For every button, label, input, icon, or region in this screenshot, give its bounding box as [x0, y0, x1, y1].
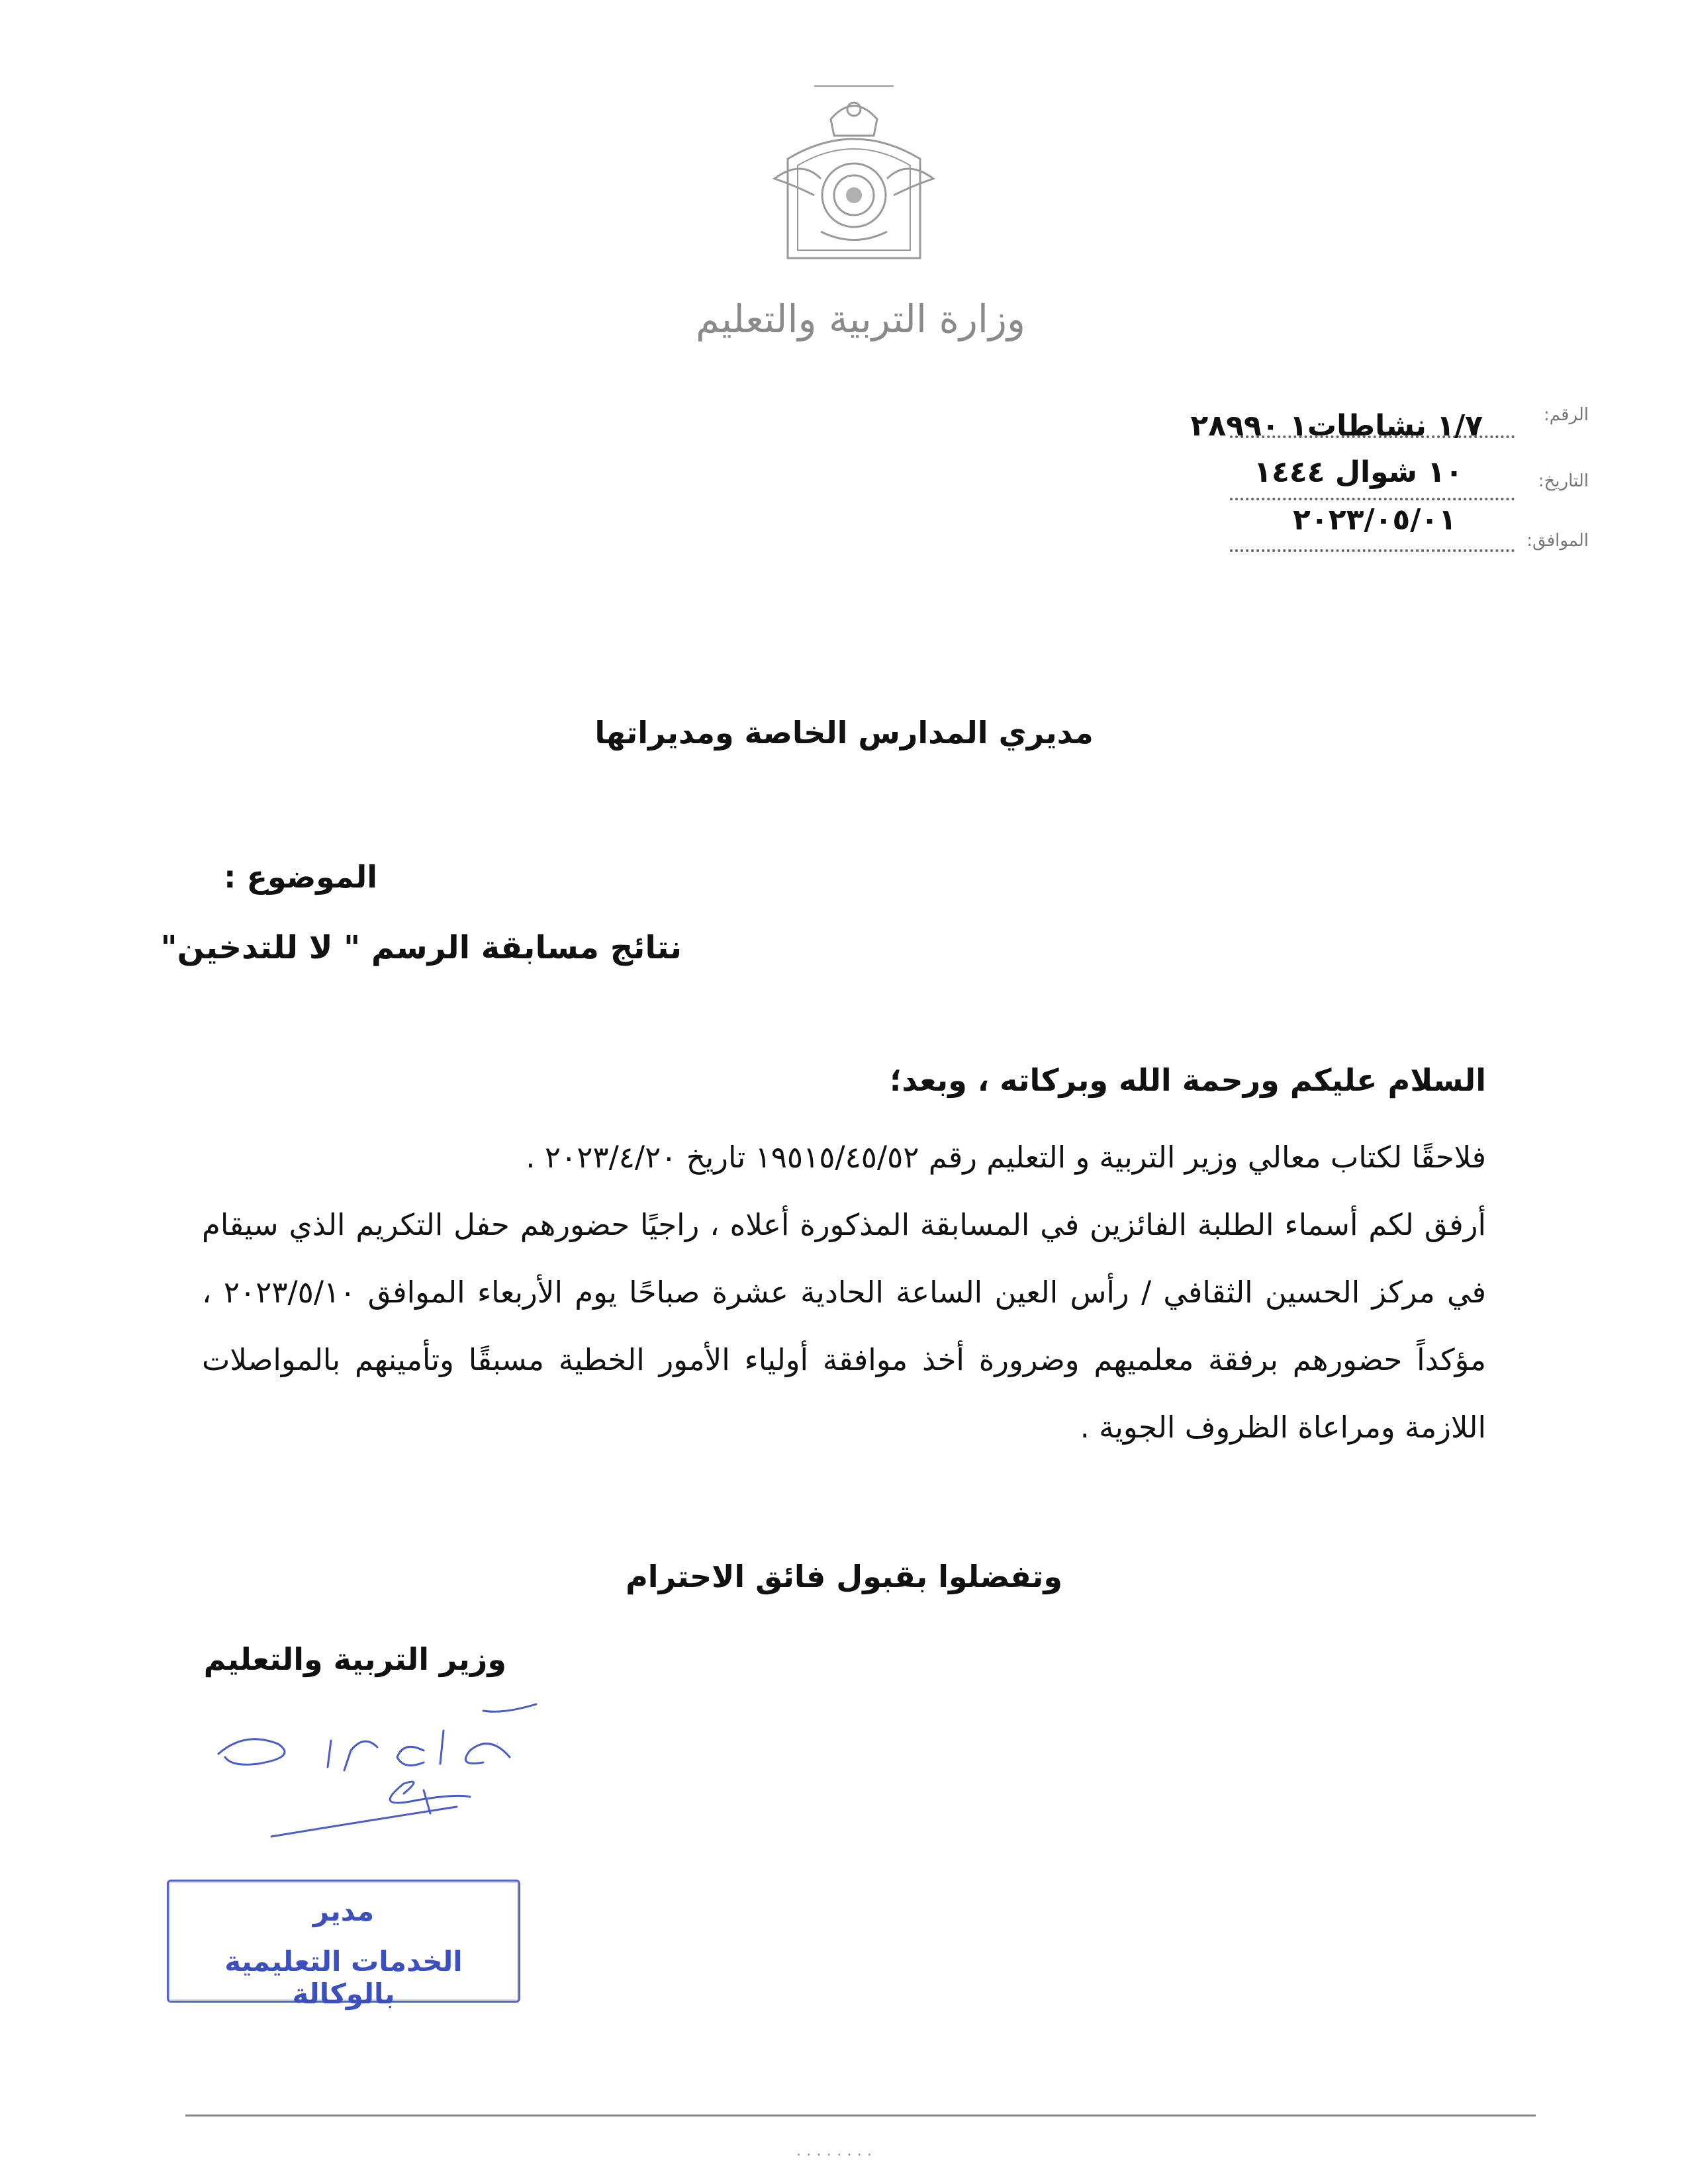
jordan-coat-of-arms-icon	[748, 79, 960, 291]
signature-title: وزير التربية والتعليم	[203, 1641, 506, 1677]
reference-date-label: التاريخ:	[1538, 471, 1589, 491]
reference-number-label: الرقم:	[1544, 405, 1589, 425]
subject-label: الموضوع :	[224, 859, 377, 895]
reference-date-value: ١٠ شوال ١٤٤٤	[1254, 455, 1463, 489]
body-paragraph-1: فلاحقًا لكتاب معالي وزير التربية و التعليم رقم ١٩٥١٥/٤٥/٥٢ تاريخ ٢٠٢٣/٤/٢٠ .	[526, 1140, 1486, 1175]
recipient: مديري المدارس الخاصة ومديراتها	[594, 715, 1094, 751]
reference-number-value: ١/٧ نشاطات١ ٢٨٩٩٠	[1190, 409, 1483, 443]
reference-corresponding-label: الموافق:	[1526, 531, 1589, 551]
handwritten-signature	[205, 1684, 549, 1843]
closing: وتفضلوا بقبول فائق الاحترام	[626, 1559, 1062, 1594]
body-paragraph-2: أرفق لكم أسماء الطلبة الفائزين في المسابقة المذكورة أعلاه ، راجيًا حضورهم حفل التكريم الذي سيقام في مركز الحسين الثقافي / رأس العين الساعة الحادية عشرة صباحًا يوم الأربعاء الموافق ٢٠٢٣/٥/١٠ ، مؤكداً حضورهم برفقة معلميهم وضرورة أخذ موافقة أولياء الأمور الخطية مسبقًا وتأمينهم بالمواصلات اللازمة ومراعاة الظروف الجوية .	[202, 1207, 1486, 1445]
stamp-line-2: الخدمات التعليمية بالوكالة	[224, 1945, 463, 2010]
stamp-line-1: مدير	[312, 1895, 375, 1927]
reference-corresponding-dots	[1230, 549, 1515, 552]
official-stamp	[167, 1880, 520, 2010]
subject-text: نتائج مسابقة الرسم " لا للتدخين"	[160, 929, 682, 966]
reference-corresponding-value: ٢٠٢٣/٠٥/٠١	[1293, 503, 1456, 537]
footer-text-fragment: · · · · · · · ·	[796, 2146, 872, 2161]
footer-divider	[185, 2115, 1536, 2116]
ministry-name: وزارة التربية والتعليم	[695, 296, 1025, 341]
reference-date-dots	[1230, 498, 1515, 500]
greeting: السلام عليكم ورحمة الله وبركاته ، وبعد؛	[890, 1062, 1486, 1098]
